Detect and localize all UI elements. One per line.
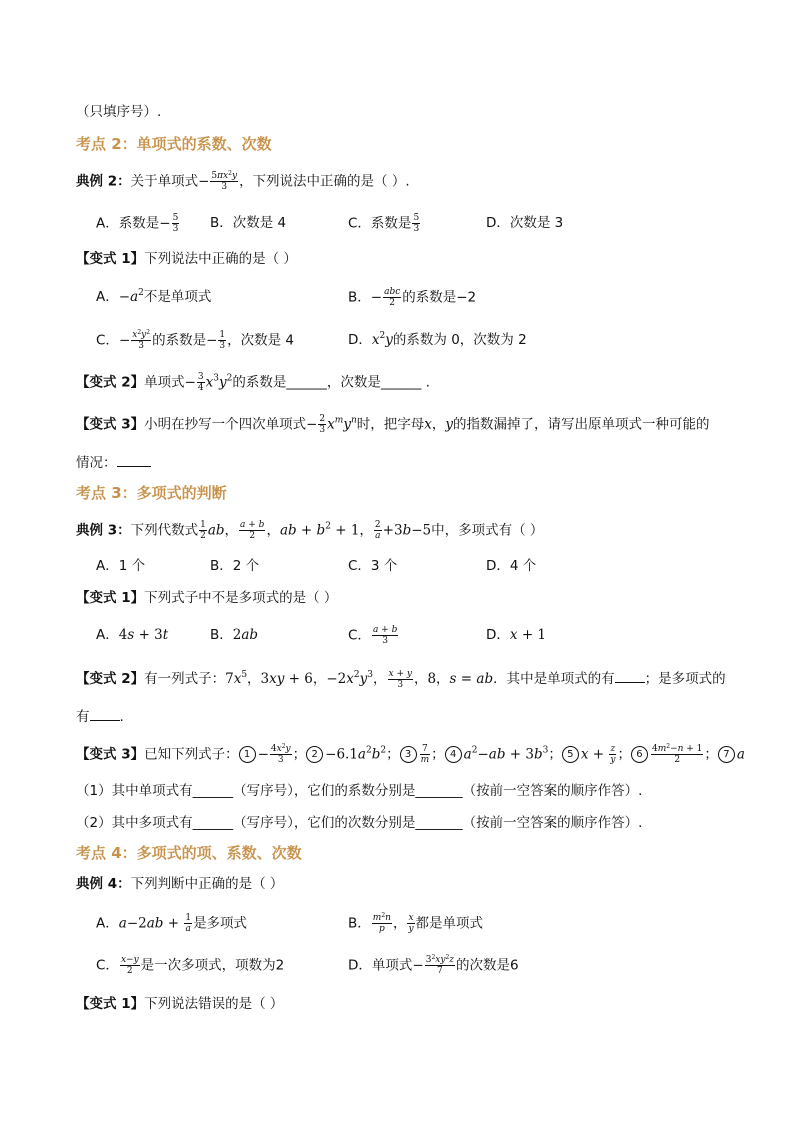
fraction: $\frac{a + b}{3}$ [372,625,398,646]
example-3-question: 典例 3：下列代数式 $\frac{1}{2}$ ab， $\frac{a + b}{2}$ ，ab + $b^2 + 1$， $\frac{2}{a}$ +3b−5中，多项式有（ ） [76,520,544,541]
fraction: $\frac{5\pi x^2y}{3}$ [211,170,238,192]
variant-3-1-option-a[interactable]: A．4s + 3t [96,627,169,643]
fraction: $\frac{4m^2-n + 1}{2}$ [651,743,703,765]
fraction: $\frac{x-y}{2}$ [120,955,139,976]
section-2-heading: 考点 2：单项式的系数、次数 [76,135,272,153]
fraction: $\frac{2}{3}$ [319,414,326,435]
fraction: $\frac{2}{a}$ [374,520,381,541]
variant-2-1-option-d[interactable]: D．$x^2y$的系数为 0，次数为 2 [348,331,527,348]
fraction: $\frac{4x^2y}{3}$ [270,743,291,765]
example-3-option-d[interactable]: D．4 个 [486,558,537,574]
variant-4-1-question: 【变式 1】下列说法错误的是（ ） [76,996,284,1012]
variant-2-1-option-b[interactable]: B．− abc 2 的系数是−2 [348,287,477,308]
example-4-option-b[interactable]: B． $\frac{m^2n}{p}$ ， $\frac{x}{y}$ 都是单项式 [348,912,484,934]
fraction: $\frac{x}{y}$ [408,913,414,934]
section-4-heading: 考点 4：多项式的项、系数、次数 [76,844,302,862]
variant-3-3-question: 【变式 3】已知下列式子： 1 − $\frac{4x^2y}{3}$ ； $2 -6.1a^2b^2$； 3 $\frac{7}{m}$ ； 4 $a^2-ab + 3b^3$； 5 x + $\frac{z}{y}$ ； 6 $\frac{4m^2-n + 1}{2}$ ； 7 a [76,743,745,765]
example-4-option-c[interactable]: C． $\frac{x-y}{2}$ 是一次多项式，项数为2 [96,955,285,976]
fraction: $\frac{1}{a}$ [185,913,192,934]
example-4-option-d[interactable]: D．单项式− $\frac{3^2xy^2z}{7}$ 的次数是6 [348,954,519,976]
example-3-option-a[interactable]: A．1 个 [96,558,146,574]
fraction: abc 2 [384,287,401,308]
section-3-heading: 考点 3：多项式的判断 [76,484,227,502]
fraction: $\frac{3^2xy^2z}{7}$ [425,954,455,976]
variant-3-3-sub-1: （1）其中单项式有______（写序号），它们的系数分别是_______（按前一空答案的顺序作答）. [76,783,643,799]
example-label: 典例 2： [76,173,131,190]
example-2-option-a[interactable]: A．系数是− $\frac{5}{3}$ [96,213,179,234]
fraction: $\frac{1}{3}$ [219,330,226,351]
example-2-option-c[interactable]: C．系数是 $\frac{5}{3}$ [348,213,420,234]
variant-3-1-question: 【变式 1】下列式子中不是多项式的是（ ） [76,590,338,606]
variant-3-1-option-d[interactable]: D．x + 1 [486,627,547,643]
example-4-question: 典例 4：下列判断中正确的是（ ） [76,876,284,892]
variant-3-1-option-b[interactable]: B．2ab [210,627,259,643]
fraction: $\frac{a + b}{2}$ [240,520,265,541]
example-2-option-d[interactable]: D．次数是 3 [486,215,564,231]
fraction: $\frac{5}{3}$ [172,213,179,234]
fraction: $\frac{x + y}{3}$ [388,668,412,690]
variant-3-2-question: 【变式 2】有一列式子：$7x^5$，3xy + 6，$-2x^2y^3$， $\frac{x + y}{3}$ ，8，s = ab．其中是单项式的有 ；是多项式的 [76,668,726,690]
example-4-option-a[interactable]: A．a−2ab + $\frac{1}{a}$ 是多项式 [96,913,248,934]
variant-2-1-question: 【变式 1】下列说法中正确的是（ ） [76,251,297,267]
example-3-option-b[interactable]: B．2 个 [210,558,260,574]
variant-3-2-line2: 有 . [76,706,124,727]
variant-2-3-question: 【变式 3】小明在抄写一个四次单项式− $\frac{2}{3}$ $x^my^n$时，把字母x，y的指数漏掉了，请写出原单项式一种可能的 [76,414,710,435]
fraction: $\frac{3}{4}$ [197,372,204,393]
variant-2-1-option-c[interactable]: C．− $\frac{x^2y^2}{3}$ 的系数是− $\frac{1}{3}$ ，次数是 4 [96,329,295,351]
answer-blank[interactable] [90,706,120,721]
variant-2-3-answer-line: 情况： [76,452,151,473]
variant-3-3-sub-2: （2）其中多项式有______（写序号），它们的次数分别是_______（按前一空答案的顺序作答）. [76,815,643,831]
fraction: $\frac{x^2y^2}{3}$ [132,329,151,351]
fraction: $\frac{1}{2}$ [200,520,206,541]
variant-2-1-option-a[interactable]: A．$-a^2$不是单项式 [96,288,212,305]
example-2-option-b[interactable]: B．次数是 4 [210,215,287,231]
variant-2-2-question: 【变式 2】单项式− $\frac{3}{4}$ $x^3y^2$的系数是______，次数是______ . [76,372,430,393]
fraction: $\frac{z}{y}$ [610,744,616,765]
example-3-option-c[interactable]: C．3 个 [348,558,398,574]
fraction: $\frac{m^2n}{p}$ [372,912,391,934]
answer-blank[interactable] [117,452,151,467]
intro-note: （只填序号）. [76,104,162,120]
variant-3-1-option-c[interactable]: C． $\frac{a + b}{3}$ [348,625,398,646]
fraction: $\frac{5}{3}$ [413,213,420,234]
example-2-question: 典例 2：关于单项式− $\frac{5\pi x^2y}{3}$ ，下列说法中正确的是（ ）. [76,170,410,192]
fraction: $\frac{7}{m}$ [420,744,430,765]
answer-blank[interactable] [615,668,645,683]
